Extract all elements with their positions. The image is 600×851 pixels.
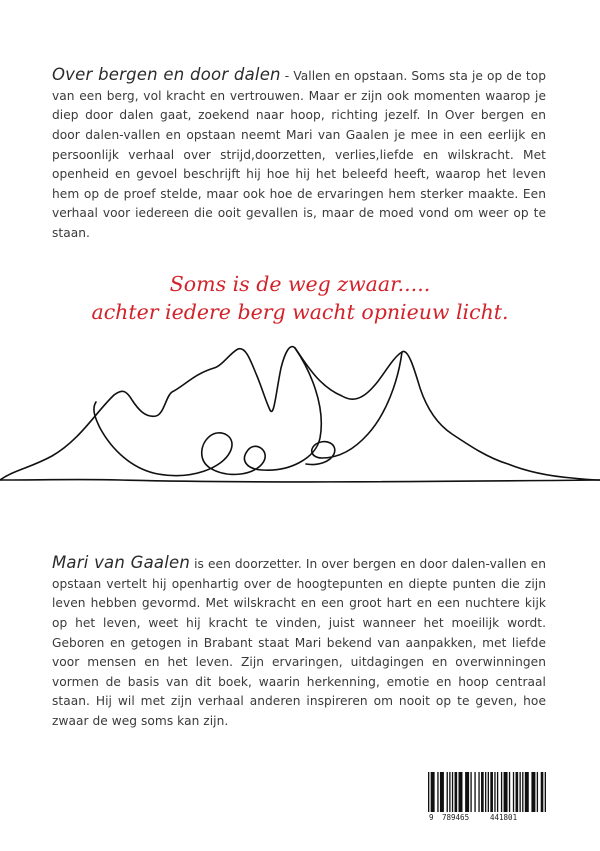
barcode-bar — [525, 772, 529, 812]
barcode-digit-first: 9 — [429, 813, 434, 822]
barcode-bar — [531, 772, 535, 812]
barcode-digits — [428, 812, 546, 824]
isbn-barcode — [428, 772, 546, 824]
barcode-bar — [490, 772, 493, 812]
barcode-bar — [541, 772, 544, 812]
barcode-bar — [449, 772, 450, 812]
barcode-bar — [545, 772, 546, 812]
barcode-bar — [458, 772, 462, 812]
tagline-quote — [0, 270, 600, 326]
barcode-bar — [516, 772, 519, 812]
barcode-bar — [537, 772, 538, 812]
barcode-bar — [452, 772, 453, 812]
barcode-bar — [431, 772, 435, 812]
barcode-bar — [519, 772, 520, 812]
barcode-bar — [522, 772, 523, 812]
author-bio — [52, 553, 546, 731]
barcode-digits-right: 441801 — [490, 813, 518, 822]
barcode-bar — [447, 772, 448, 812]
barcode-bar — [440, 772, 444, 812]
barcode-digits-left: 789465 — [442, 813, 470, 822]
barcode-bar — [428, 772, 429, 812]
tagline-line-2: achter iedere berg wacht opnieuw licht. — [91, 300, 509, 324]
mountain-line-art-icon — [0, 340, 600, 510]
barcode-bar — [470, 772, 471, 812]
barcode-bar — [509, 772, 510, 812]
barcode-bar — [497, 772, 498, 812]
author-bio-text: is een doorzetter. In over bergen en door dalen-vallen en opstaan vertelt hij openhartig over de hoogtepunten en diepte punten die zijn leven hebben gevormd. Met wilskracht en een groot hart en een nuchtere kijk op het leven, weet hij kracht te vinden, juist wanneer het moeilijk wordt. Geboren en getogen in Brabant staat Mari bekend van aanpakken, met liefde voor mensen en het leven. Zijn ervaringen, uitdagingen en overwinningen vormen de basis van dit boek, waarin herkenning, emotie en hoop centraal staan. Hij wil met zijn verhaal anderen inspireren om nooit op te geven, hoe zwaar de weg soms kan zijn. — [52, 557, 546, 728]
barcode-bar — [455, 772, 458, 812]
barcode-bar — [504, 772, 508, 812]
barcode-bar — [481, 772, 484, 812]
barcode-bars — [428, 772, 546, 812]
book-description — [52, 65, 546, 243]
barcode-bar — [513, 772, 514, 812]
barcode-bar — [494, 772, 495, 812]
tagline-line-1: Soms is de weg zwaar..... — [169, 272, 431, 296]
book-description-text: - Vallen en opstaan. Soms sta je op de top van een berg, vol kracht en vertrouwen. Maar er zijn ook momenten waarop je diep door dalen gaat, zoekend naar hoop, richting jezelf. In Over bergen en door dalen-vallen en opstaan neemt Mari van Gaalen je mee in een eerlijk en persoonlijk verhaal over strijd,doorzetten, verlies,liefde en wilskracht. Met openheid en gevoel beschrijft hij hoe hij het beleefd heeft, waarop het leven hem op de proef stelde, maar ook hoe de ervaringen hem sterker maakte. Een verhaal voor iedereen die ooit gevallen is, maar de moed vond om weer op te staan. — [52, 69, 546, 240]
barcode-bar — [465, 772, 469, 812]
barcode-bar — [478, 772, 479, 812]
barcode-bar — [501, 772, 502, 812]
author-name-lead: Mari van Gaalen — [52, 553, 191, 573]
barcode-bar — [474, 772, 475, 812]
barcode-bar — [485, 772, 486, 812]
book-title-lead: Over bergen en door dalen — [52, 65, 281, 85]
barcode-bar — [488, 772, 489, 812]
barcode-bar — [437, 772, 438, 812]
